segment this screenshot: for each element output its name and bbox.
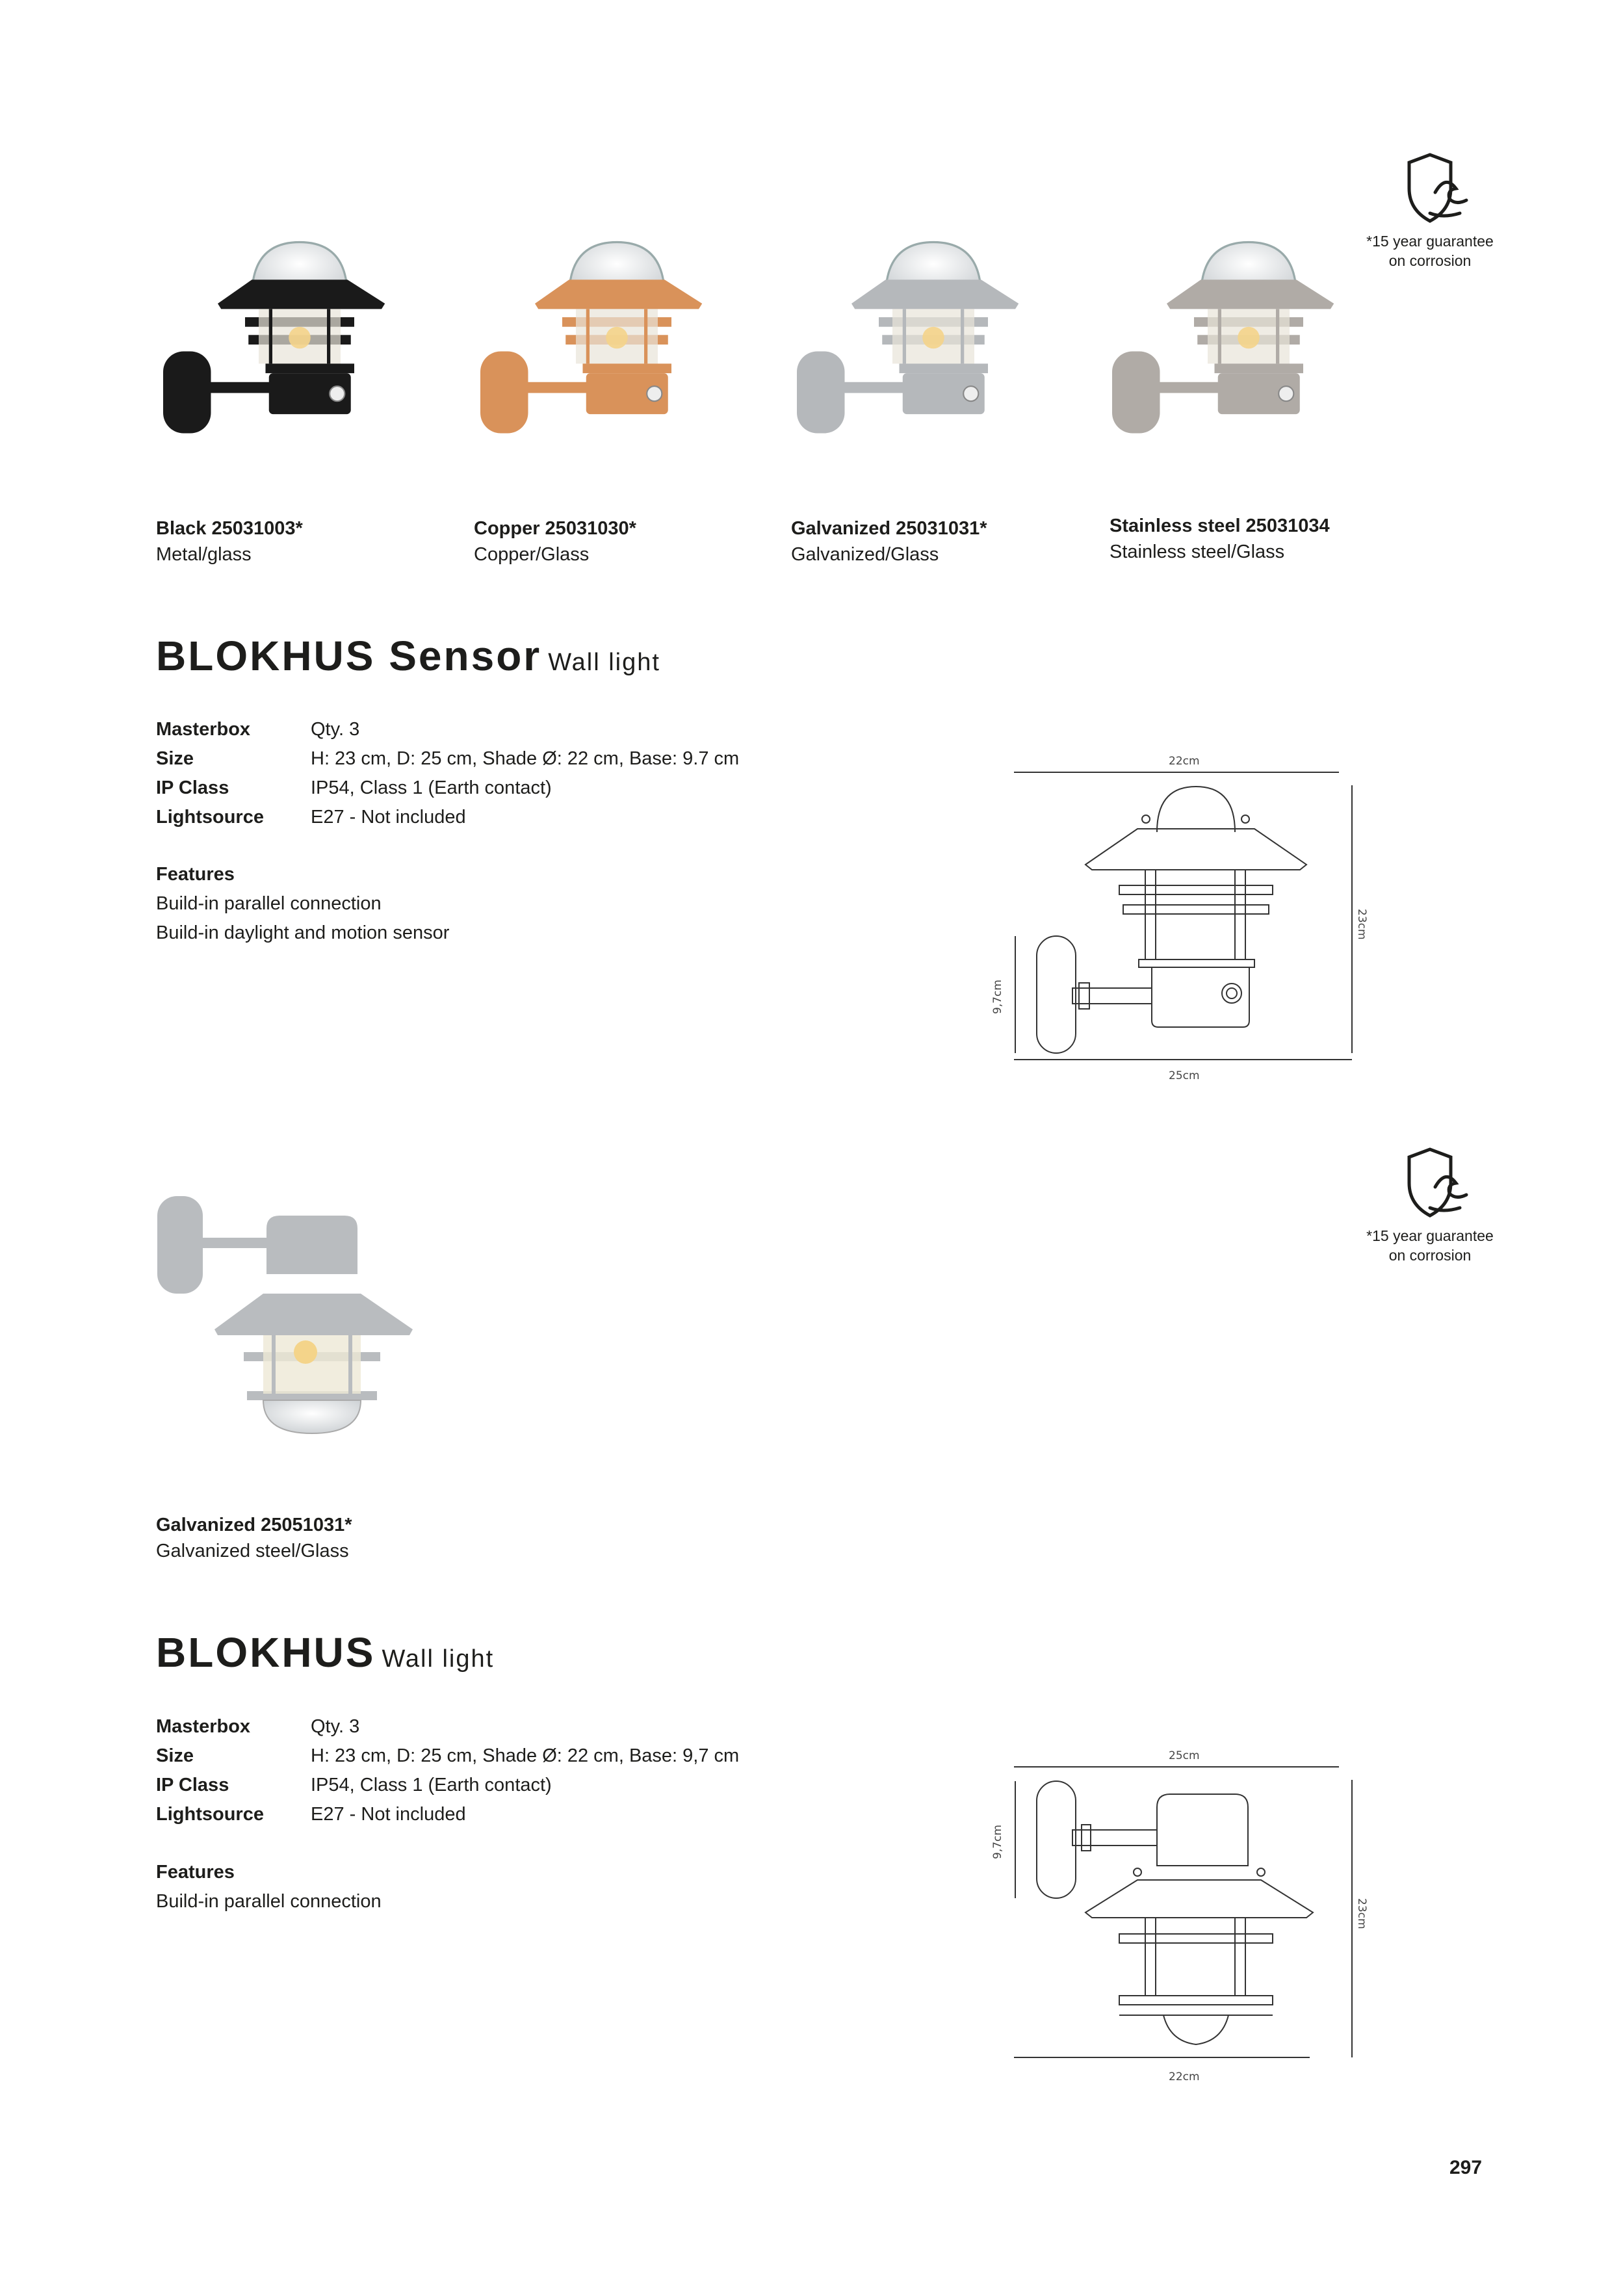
dimension-left: 9,7cm (991, 1825, 1004, 1859)
spec-row (156, 744, 739, 774)
features-heading: Features (156, 864, 235, 885)
dimension-left: 9,7cm (991, 980, 1004, 1014)
feature-item: Build-in parallel connection (156, 893, 382, 914)
spec-row (156, 715, 739, 744)
shield-wave-icon (1352, 1143, 1508, 1221)
spec-label: Masterbox (156, 1716, 251, 1737)
product-subtitle: Wall light (382, 1645, 495, 1673)
features-list (156, 860, 449, 948)
spec-label: Lightsource (156, 1804, 264, 1825)
dimension-right: 23cm (1355, 909, 1368, 940)
features-list (156, 1858, 382, 1916)
spec-row (156, 803, 739, 832)
product-name: BLOKHUS Sensor (156, 633, 542, 679)
spec-row (156, 1800, 739, 1829)
feature-item: Build-in parallel connection (156, 1891, 382, 1912)
product-image-black (149, 215, 422, 475)
technical-drawing-sensor (975, 741, 1368, 1092)
variant-name: Galvanized 25031031* (791, 518, 987, 539)
variant-caption (156, 515, 303, 567)
spec-value: E27 - Not included (311, 807, 466, 828)
spec-row (156, 774, 739, 803)
variant-caption (156, 1512, 352, 1564)
product-subtitle: Wall light (548, 649, 660, 676)
spec-row (156, 1742, 739, 1771)
spec-table (156, 1712, 739, 1829)
spec-row (156, 1771, 739, 1800)
dimension-right: 23cm (1355, 1898, 1368, 1929)
product-image-galvanized-down (149, 1190, 448, 1463)
spec-label: Lightsource (156, 807, 264, 828)
guarantee-badge-bottom (1352, 1143, 1508, 1273)
dimension-top: 22cm (1169, 755, 1200, 768)
spec-label: Size (156, 1745, 194, 1766)
features-heading: Features (156, 1862, 235, 1883)
spec-value: Qty. 3 (311, 1716, 360, 1737)
variant-material: Stainless steel/Glass (1110, 541, 1285, 562)
variant-caption (791, 515, 987, 567)
guarantee-line1: *15 year guarantee (1366, 1227, 1494, 1244)
variant-caption (1110, 513, 1330, 565)
variant-material: Metal/glass (156, 544, 252, 565)
product-name: BLOKHUS (156, 1629, 376, 1676)
product-title (156, 1628, 494, 1676)
feature-item: Build-in daylight and motion sensor (156, 922, 450, 943)
variant-name: Copper 25031030* (474, 518, 636, 539)
variant-material: Copper/Glass (474, 544, 590, 565)
variant-name: Black 25031003* (156, 518, 303, 539)
guarantee-text (1352, 1226, 1508, 1265)
shield-wave-icon (1352, 148, 1508, 226)
dimension-bottom: 25cm (1169, 1069, 1200, 1082)
product-title (156, 632, 660, 680)
spec-table (156, 715, 739, 832)
guarantee-line2: on corrosion (1388, 252, 1472, 269)
spec-label: IP Class (156, 777, 229, 798)
product-image-stainless (1098, 215, 1371, 475)
spec-value: IP54, Class 1 (Earth contact) (311, 1775, 552, 1795)
guarantee-line1: *15 year guarantee (1366, 233, 1494, 250)
dimension-bottom: 22cm (1169, 2070, 1200, 2083)
spec-value: E27 - Not included (311, 1804, 466, 1825)
spec-value: IP54, Class 1 (Earth contact) (311, 777, 552, 798)
guarantee-badge-top (1352, 148, 1508, 278)
page-number: 297 (1449, 2157, 1483, 2178)
spec-label: Size (156, 748, 194, 769)
spec-value: Qty. 3 (311, 719, 360, 740)
spec-value: H: 23 cm, D: 25 cm, Shade Ø: 22 cm, Base: 9.7 cm (311, 748, 740, 769)
spec-label: IP Class (156, 1775, 229, 1795)
variant-material: Galvanized/Glass (791, 544, 939, 565)
technical-drawing-standard (975, 1736, 1378, 2100)
variant-caption (474, 515, 636, 567)
variant-name: Stainless steel 25031034 (1110, 515, 1330, 536)
spec-label: Masterbox (156, 719, 251, 740)
variant-name: Galvanized 25051031* (156, 1515, 352, 1535)
variant-material: Galvanized steel/Glass (156, 1541, 349, 1561)
spec-row (156, 1712, 739, 1742)
dimension-top: 25cm (1169, 1749, 1200, 1762)
product-image-galvanized (783, 215, 1056, 475)
product-image-copper (467, 215, 740, 475)
spec-value: H: 23 cm, D: 25 cm, Shade Ø: 22 cm, Base: 9,7 cm (311, 1745, 740, 1766)
guarantee-line2: on corrosion (1388, 1247, 1472, 1264)
guarantee-text (1352, 231, 1508, 270)
